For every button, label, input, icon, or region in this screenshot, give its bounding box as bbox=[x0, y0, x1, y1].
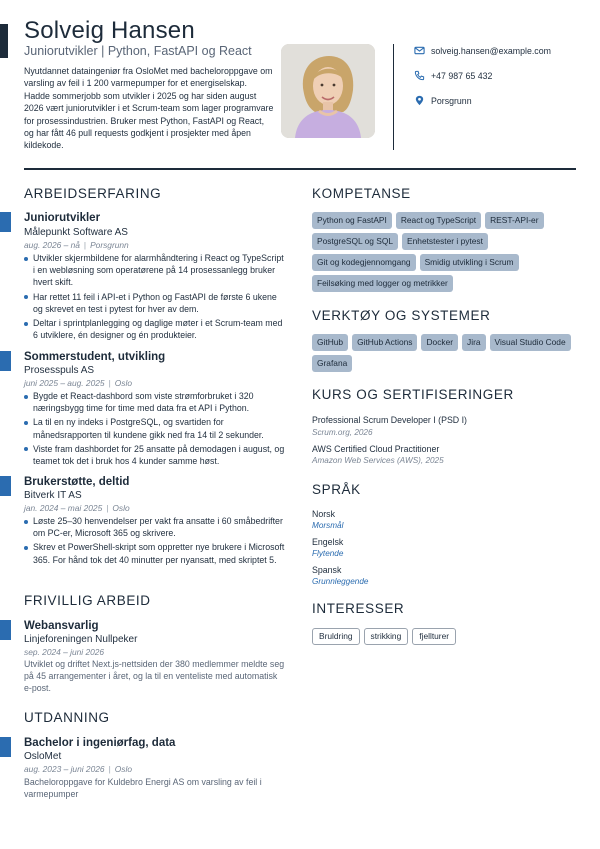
job-place: Oslo bbox=[114, 378, 132, 388]
language-name: Spansk bbox=[312, 565, 342, 575]
skill-chip: Smidig utvikling i Scrum bbox=[420, 254, 519, 271]
education-degree: Bachelor i ingeniørfag, data bbox=[24, 737, 176, 749]
job-title: Juniorutvikler bbox=[24, 212, 101, 224]
entry-marker bbox=[0, 212, 11, 232]
volunteer-org: Linjeforeningen Nullpeker bbox=[24, 634, 138, 645]
mail-icon bbox=[414, 45, 425, 56]
course-name: Professional Scrum Developer I (PSD I) bbox=[312, 415, 467, 425]
list-item: Utvikler skjermbildene for alarmhåndtering i React og TypeScript i en webløsning som operatørene på 14 prosessanlegg bruker hvert skift. bbox=[24, 252, 286, 289]
education-place: Oslo bbox=[114, 764, 132, 774]
interest-chip: strikking bbox=[364, 628, 409, 645]
skill-chip: React og TypeScript bbox=[396, 212, 481, 229]
email-text: solveig.hansen@example.com bbox=[431, 45, 551, 56]
skill-chip: Python og FastAPI bbox=[312, 212, 392, 229]
education-dates: aug. 2023 – juni 2026 bbox=[24, 764, 105, 774]
section-title-volunteer: FRIVILLIG ARBEID bbox=[24, 593, 151, 608]
tool-chip: GitHub Actions bbox=[352, 334, 417, 351]
job-dates: juni 2025 – aug. 2025 bbox=[24, 378, 105, 388]
section-title-courses: KURS OG SERTIFISERINGER bbox=[312, 387, 514, 402]
location-pin-icon bbox=[414, 95, 425, 106]
list-item: Viste fram dashbordet for 25 ansatte på demodagen i august, og teamet tok det i bruk hos 4 kunder samme høst. bbox=[24, 443, 286, 467]
skills-chip-list bbox=[312, 212, 580, 292]
skill-chip: REST-API-er bbox=[485, 212, 543, 229]
tool-chip: Docker bbox=[421, 334, 458, 351]
course-issuer: Scrum.org, 2026 bbox=[312, 428, 373, 437]
volunteer-description: Utviklet og driftet Next.js-nettsiden der 380 medlemmer meldte seg på 45 arrangementer i året, og la til en venteliste med automatisk e-post. bbox=[24, 659, 285, 694]
list-item: La til en ny indeks i PostgreSQL, og svartiden for månedsrapporten til kundene gikk ned fra 14 til 2 sekunder. bbox=[24, 416, 286, 440]
job-meta: aug. 2026 – nå | Porsgrunn bbox=[24, 240, 129, 250]
section-title-interests: INTERESSER bbox=[312, 601, 405, 616]
job-employer: Bitverk IT AS bbox=[24, 490, 82, 501]
list-item: Skrev et PowerShell-skript som oppretter nye brukere i Microsoft 365. For hånd tok det 40 minutter per nyansatt, med skriptet 5. bbox=[24, 541, 286, 565]
section-title-experience: ARBEIDSERFARING bbox=[24, 186, 162, 201]
list-item: Har rettet 11 feil i API-et i Python og FastAPI de første 6 ukene og skrevet en test i pytest for hver av dem. bbox=[24, 291, 286, 315]
interest-chip: Bruldring bbox=[312, 628, 360, 645]
section-title-education: UTDANNING bbox=[24, 710, 110, 725]
profile-summary: Nyutdannet dataingeniør fra OsloMet med bacheloroppgave om varsling av feil i 1 200 varmepumper for et energiselskap. Hadde sommerjobb som utvikler i 2025 og har siden august 2026 vært juniorutvikler i et Scrum-team som lager programvare for prosessindustrien. Bruker mest Python, FastAPI og React, og har fått 46 pull requests godkjent i prosjekter med åpen kildekode. bbox=[24, 66, 274, 151]
tool-chip: Grafana bbox=[312, 355, 352, 372]
section-title-languages: SPRÅK bbox=[312, 482, 361, 497]
job-place: Oslo bbox=[112, 503, 130, 513]
job-bullets bbox=[24, 390, 286, 469]
entry-marker bbox=[0, 620, 11, 640]
job-place: Porsgrunn bbox=[90, 240, 129, 250]
course-name: AWS Certified Cloud Practitioner bbox=[312, 444, 440, 454]
job-bullets bbox=[24, 515, 286, 568]
language-level: Grunnleggende bbox=[312, 577, 369, 586]
skill-chip: Enhetstester i pytest bbox=[402, 233, 488, 250]
skill-chip: Feilsøking med logger og metrikker bbox=[312, 275, 453, 292]
job-meta: jan. 2024 – mai 2025 | Oslo bbox=[24, 503, 130, 513]
portrait-illustration bbox=[281, 44, 375, 138]
education-school: OsloMet bbox=[24, 751, 62, 762]
tool-chip: GitHub bbox=[312, 334, 348, 351]
language-level: Morsmål bbox=[312, 521, 344, 530]
job-dates: aug. 2026 – nå bbox=[24, 240, 80, 250]
skill-chip: Git og kodegjennomgang bbox=[312, 254, 416, 271]
interest-chip: fjellturer bbox=[412, 628, 456, 645]
header-accent-bar bbox=[0, 24, 8, 58]
volunteer-role: Webansvarlig bbox=[24, 620, 99, 632]
skill-chip: PostgreSQL og SQL bbox=[312, 233, 398, 250]
contact-email[interactable] bbox=[414, 45, 551, 56]
job-employer: Prosesspuls AS bbox=[24, 365, 95, 376]
tool-chip: Visual Studio Code bbox=[490, 334, 571, 351]
section-title-skills: KOMPETANSE bbox=[312, 186, 411, 201]
job-dates: jan. 2024 – mai 2025 bbox=[24, 503, 103, 513]
list-item: Bygde et React-dashbord som viste strømforbruket i 320 næringsbygg time for time med data fra et API i Python. bbox=[24, 390, 286, 414]
contact-phone[interactable] bbox=[414, 70, 492, 81]
language-name: Engelsk bbox=[312, 537, 344, 547]
language-name: Norsk bbox=[312, 509, 335, 519]
entry-marker bbox=[0, 351, 11, 371]
interests-chip-list bbox=[312, 628, 580, 645]
education-description: Bacheloroppgave for Kuldebro Energi AS om varsling av feil i varmepumper bbox=[24, 777, 262, 800]
candidate-name: Solveig Hansen bbox=[24, 17, 195, 44]
portrait-photo bbox=[281, 44, 375, 138]
location-text: Porsgrunn bbox=[431, 95, 472, 106]
job-bullets bbox=[24, 252, 286, 343]
contact-location bbox=[414, 95, 472, 106]
job-title: Brukerstøtte, deltid bbox=[24, 476, 130, 488]
header-divider bbox=[24, 168, 576, 170]
job-employer: Målepunkt Software AS bbox=[24, 227, 128, 238]
volunteer-dates: sep. 2024 – juni 2026 bbox=[24, 647, 105, 657]
tool-chip: Jira bbox=[462, 334, 486, 351]
language-level: Flytende bbox=[312, 549, 344, 558]
section-title-tools: VERKTØY OG SYSTEMER bbox=[312, 308, 491, 323]
candidate-headline: Juniorutvikler | Python, FastAPI og React bbox=[24, 44, 252, 58]
contact-divider bbox=[393, 44, 394, 150]
job-title: Sommerstudent, utvikling bbox=[24, 351, 166, 363]
course-issuer: Amazon Web Services (AWS), 2025 bbox=[312, 456, 444, 465]
list-item: Deltar i sprintplanlegging og daglige møter i et Scrum-team med 6 utviklere, én designer og én produkteier. bbox=[24, 317, 286, 341]
list-item: Løste 25–30 henvendelser per vakt fra ansatte i 60 småbedrifter om PC-er, Microsoft 365 og skrivere. bbox=[24, 515, 286, 539]
phone-text: +47 987 65 432 bbox=[431, 70, 493, 81]
entry-marker bbox=[0, 737, 11, 757]
education-meta: aug. 2023 – juni 2026 | Oslo bbox=[24, 764, 132, 774]
phone-icon bbox=[414, 70, 425, 81]
tools-chip-list bbox=[312, 334, 580, 372]
entry-marker bbox=[0, 476, 11, 496]
job-meta: juni 2025 – aug. 2025 | Oslo bbox=[24, 378, 132, 388]
